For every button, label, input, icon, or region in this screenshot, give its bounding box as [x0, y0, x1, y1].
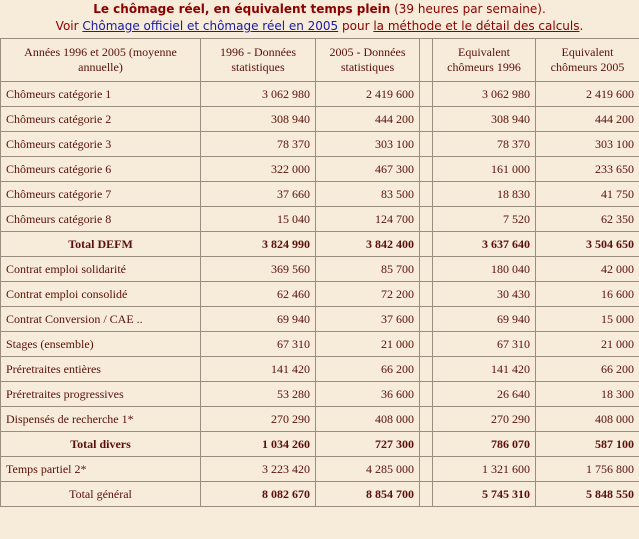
spacer-cell [420, 407, 433, 432]
header-cell-1996-data: 1996 - Données statistiques [201, 39, 316, 82]
table-row [1, 407, 639, 432]
table-row [1, 282, 639, 307]
value-1996-equiv: 1 321 600 [433, 457, 536, 482]
value-1996-equiv: 30 430 [433, 282, 536, 307]
value-1996-data: 37 660 [201, 182, 316, 207]
spacer-cell [420, 39, 433, 82]
value-2005-data: 3 842 400 [316, 232, 420, 257]
value-1996-data: 1 034 260 [201, 432, 316, 457]
header-cell-2005-data: 2005 - Données statistiques [316, 39, 420, 82]
row-label: Contrat Conversion / CAE .. [1, 307, 201, 332]
value-1996-data: 308 940 [201, 107, 316, 132]
spacer-cell [420, 207, 433, 232]
value-2005-data: 444 200 [316, 107, 420, 132]
spacer-cell [420, 432, 433, 457]
header-period: . [579, 19, 584, 33]
value-1996-equiv: 7 520 [433, 207, 536, 232]
value-2005-data: 408 000 [316, 407, 420, 432]
value-2005-equiv: 16 600 [536, 282, 639, 307]
spacer-cell [420, 382, 433, 407]
value-2005-equiv: 41 750 [536, 182, 639, 207]
spacer-cell [420, 157, 433, 182]
spacer-cell [420, 182, 433, 207]
table-row [1, 182, 639, 207]
value-1996-data: 15 040 [201, 207, 316, 232]
value-2005-equiv: 233 650 [536, 157, 639, 182]
value-1996-data: 322 000 [201, 157, 316, 182]
spacer-cell [420, 132, 433, 157]
spacer-cell [420, 82, 433, 107]
value-2005-data: 85 700 [316, 257, 420, 282]
header-subtitle: (39 heures par semaine). [390, 2, 546, 16]
spacer-cell [420, 357, 433, 382]
table-body [1, 82, 639, 507]
table-row [1, 207, 639, 232]
value-1996-equiv: 786 070 [433, 432, 536, 457]
table-row [1, 482, 639, 507]
table-row [1, 382, 639, 407]
value-1996-data: 141 420 [201, 357, 316, 382]
table-row [1, 457, 639, 482]
spacer-cell [420, 257, 433, 282]
value-1996-equiv: 308 940 [433, 107, 536, 132]
table-row [1, 82, 639, 107]
value-1996-equiv: 67 310 [433, 332, 536, 357]
value-1996-data: 78 370 [201, 132, 316, 157]
value-2005-equiv: 62 350 [536, 207, 639, 232]
header-line-2 [0, 18, 639, 35]
value-2005-equiv: 21 000 [536, 332, 639, 357]
row-label: Temps partiel 2* [1, 457, 201, 482]
value-1996-data: 3 824 990 [201, 232, 316, 257]
header-cell-1996-equiv: Equivalent chômeurs 1996 [433, 39, 536, 82]
value-1996-equiv: 69 940 [433, 307, 536, 332]
value-2005-data: 124 700 [316, 207, 420, 232]
value-1996-data: 270 290 [201, 407, 316, 432]
row-label: Préretraites entières [1, 357, 201, 382]
value-2005-equiv: 2 419 600 [536, 82, 639, 107]
value-2005-data: 37 600 [316, 307, 420, 332]
value-1996-equiv: 141 420 [433, 357, 536, 382]
value-1996-equiv: 5 745 310 [433, 482, 536, 507]
table-row [1, 157, 639, 182]
spacer-cell [420, 457, 433, 482]
row-label: Total DEFM [1, 232, 201, 257]
value-1996-data: 62 460 [201, 282, 316, 307]
header-cell-years: Années 1996 et 2005 (moyenne annuelle) [1, 39, 201, 82]
value-2005-equiv: 1 756 800 [536, 457, 639, 482]
spacer-cell [420, 307, 433, 332]
header-for-text: pour [338, 19, 374, 33]
value-2005-equiv: 3 504 650 [536, 232, 639, 257]
value-1996-equiv: 3 062 980 [433, 82, 536, 107]
value-1996-equiv: 270 290 [433, 407, 536, 432]
value-2005-data: 66 200 [316, 357, 420, 382]
link-methode[interactable]: la méthode et le détail des calculs [373, 19, 580, 33]
row-label: Contrat emploi solidarité [1, 257, 201, 282]
row-label: Chômeurs catégorie 8 [1, 207, 201, 232]
value-2005-data: 727 300 [316, 432, 420, 457]
value-2005-data: 8 854 700 [316, 482, 420, 507]
table-row [1, 332, 639, 357]
row-label: Total général [1, 482, 201, 507]
value-2005-data: 467 300 [316, 157, 420, 182]
spacer-cell [420, 332, 433, 357]
value-2005-data: 72 200 [316, 282, 420, 307]
value-1996-equiv: 161 000 [433, 157, 536, 182]
value-2005-data: 21 000 [316, 332, 420, 357]
value-1996-equiv: 78 370 [433, 132, 536, 157]
value-2005-data: 2 419 600 [316, 82, 420, 107]
value-1996-equiv: 180 040 [433, 257, 536, 282]
row-label: Chômeurs catégorie 3 [1, 132, 201, 157]
value-1996-data: 3 223 420 [201, 457, 316, 482]
spacer-cell [420, 232, 433, 257]
spacer-cell [420, 107, 433, 132]
value-2005-data: 83 500 [316, 182, 420, 207]
header-see-text: Voir [55, 19, 83, 33]
row-label: Chômeurs catégorie 7 [1, 182, 201, 207]
row-label: Préretraites progressives [1, 382, 201, 407]
value-2005-equiv: 303 100 [536, 132, 639, 157]
value-1996-data: 8 082 670 [201, 482, 316, 507]
table-row [1, 357, 639, 382]
table-row [1, 107, 639, 132]
row-label: Chômeurs catégorie 2 [1, 107, 201, 132]
link-chomage-officiel[interactable]: Chômage officiel et chômage réel en 2005 [82, 19, 339, 33]
value-2005-data: 4 285 000 [316, 457, 420, 482]
value-1996-equiv: 3 637 640 [433, 232, 536, 257]
table-row [1, 257, 639, 282]
stats-table [0, 38, 639, 507]
value-2005-data: 36 600 [316, 382, 420, 407]
table-row [1, 132, 639, 157]
value-2005-equiv: 18 300 [536, 382, 639, 407]
row-label: Contrat emploi consolidé [1, 282, 201, 307]
value-1996-data: 53 280 [201, 382, 316, 407]
value-1996-equiv: 18 830 [433, 182, 536, 207]
header-line-1 [0, 1, 639, 18]
header-title: Le chômage réel, en équivalent temps plein [93, 2, 391, 16]
row-label: Dispensés de recherche 1* [1, 407, 201, 432]
row-label: Stages (ensemble) [1, 332, 201, 357]
value-1996-data: 369 560 [201, 257, 316, 282]
value-2005-equiv: 444 200 [536, 107, 639, 132]
value-1996-data: 69 940 [201, 307, 316, 332]
value-2005-equiv: 42 000 [536, 257, 639, 282]
table-row [1, 432, 639, 457]
value-2005-equiv: 408 000 [536, 407, 639, 432]
row-label: Total divers [1, 432, 201, 457]
table-row [1, 232, 639, 257]
value-1996-data: 67 310 [201, 332, 316, 357]
value-2005-equiv: 66 200 [536, 357, 639, 382]
page-header [0, 0, 639, 38]
value-2005-data: 303 100 [316, 132, 420, 157]
row-label: Chômeurs catégorie 6 [1, 157, 201, 182]
row-label: Chômeurs catégorie 1 [1, 82, 201, 107]
value-1996-equiv: 26 640 [433, 382, 536, 407]
header-cell-2005-equiv: Equivalent chômeurs 2005 [536, 39, 639, 82]
spacer-cell [420, 282, 433, 307]
value-2005-equiv: 5 848 550 [536, 482, 639, 507]
value-1996-data: 3 062 980 [201, 82, 316, 107]
value-2005-equiv: 15 000 [536, 307, 639, 332]
value-2005-equiv: 587 100 [536, 432, 639, 457]
table-row [1, 307, 639, 332]
table-header-row [1, 39, 639, 82]
spacer-cell [420, 482, 433, 507]
